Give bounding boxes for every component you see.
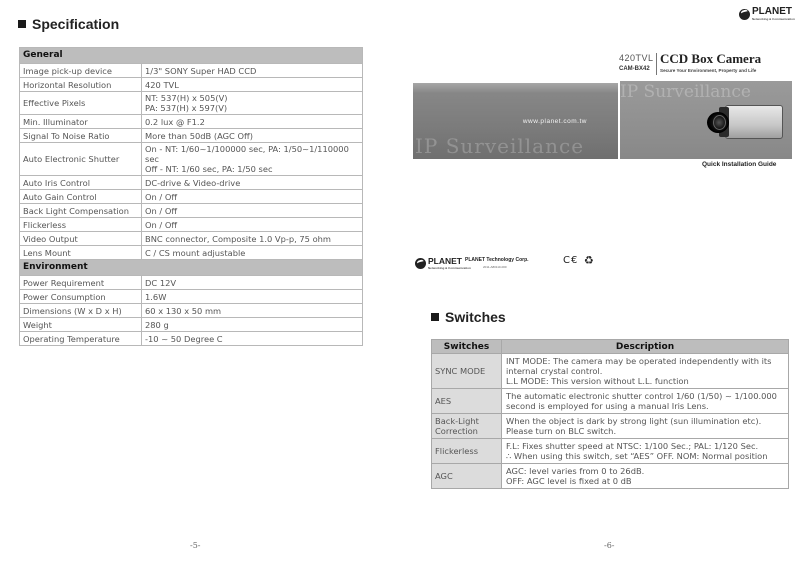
website-url: www.planet.com.tw	[522, 118, 587, 125]
switch-name: AGC	[432, 464, 502, 489]
switch-description	[502, 354, 789, 389]
switch-name: AES	[432, 389, 502, 414]
planet-logo-bottom-tagline: Networking & Communication	[428, 265, 471, 270]
square-bullet-icon	[431, 313, 439, 321]
spec-value-line: On / Off	[145, 219, 178, 230]
spec-label: Auto Gain Control	[20, 190, 142, 204]
spec-value-line: On / Off	[145, 205, 178, 216]
spec-value-line: On - NT: 1/60~1/100000 sec, PA: 1/50~1/110000 sec	[145, 144, 349, 164]
spec-label: Video Output	[20, 232, 142, 246]
table-row	[20, 115, 363, 129]
spec-value	[142, 190, 363, 204]
section-header-row	[20, 48, 363, 64]
spec-value-line: NT: 537(H) x 505(V)	[145, 93, 228, 103]
switch-description-line: ∴ When using this switch, set “AES” OFF. NOM: Normal position	[506, 451, 768, 461]
spec-value	[142, 115, 363, 129]
spec-value-line: On / Off	[145, 191, 178, 202]
specification-table	[19, 47, 363, 346]
switch-description	[502, 464, 789, 489]
switches-table	[431, 339, 789, 489]
banner-watermark-left: IP Surveillance	[415, 134, 585, 158]
switch-description-line: INT MODE: The camera may be operated independently with its internal crystal control.	[506, 356, 772, 376]
spec-value	[142, 78, 363, 92]
spec-value-line: PA: 537(H) x 597(V)	[145, 103, 228, 113]
switch-name: Flickerless	[432, 439, 502, 464]
switches-heading-text: Switches	[445, 309, 506, 325]
recycle-icon: ♻	[584, 254, 594, 267]
spec-label: Operating Temperature	[20, 332, 142, 346]
spec-label: Dimensions (W x D x H)	[20, 304, 142, 318]
specification-heading-text: Specification	[32, 16, 120, 32]
spec-value	[142, 304, 363, 318]
ce-mark-icon: C€	[563, 255, 579, 266]
camera-body	[725, 105, 783, 139]
page-number-right: -6-	[604, 541, 615, 550]
table-row	[20, 304, 363, 318]
planet-globe-icon	[739, 9, 750, 20]
spec-value	[142, 218, 363, 232]
table-row	[20, 204, 363, 218]
spec-value	[142, 64, 363, 78]
spec-value	[142, 92, 363, 115]
spec-value-line: 1/3" SONY Super HAD CCD	[145, 65, 257, 76]
spec-value-line: 420 TVL	[145, 79, 179, 90]
spec-label: Auto Iris Control	[20, 176, 142, 190]
spec-label: Horizontal Resolution	[20, 78, 142, 92]
spec-label: Back Light Compensation	[20, 204, 142, 218]
spec-value-line: 1.6W	[145, 291, 167, 302]
camera-image	[707, 103, 785, 145]
switches-table-header	[432, 340, 789, 354]
spec-label: Lens Mount	[20, 246, 142, 260]
spec-value-line: 280 g	[145, 319, 169, 330]
switch-description-line: F.L: Fixes shutter speed at NTSC: 1/100 Sec.; PAL: 1/120 Sec.	[506, 441, 759, 451]
square-bullet-icon	[18, 20, 26, 28]
table-row	[432, 439, 789, 464]
spec-label: Weight	[20, 318, 142, 332]
spec-label: Signal To Noise Ratio	[20, 129, 142, 143]
model-resolution: 420TVL	[619, 53, 654, 63]
spec-value-line: 0.2 lux @ F1.2	[145, 116, 205, 127]
table-row	[432, 464, 789, 489]
spec-value-line: More than 50dB (AGC Off)	[145, 130, 253, 141]
spec-value-line: 60 x 130 x 50 mm	[145, 305, 222, 316]
model-block	[619, 53, 789, 77]
planet-logo-text: PLANET	[752, 6, 792, 17]
col-description: Description	[502, 340, 789, 354]
col-switches: Switches	[432, 340, 502, 354]
table-row	[20, 143, 363, 176]
spec-value	[142, 246, 363, 260]
planet-logo-bottom	[415, 257, 471, 270]
spec-value-line: C / CS mount adjustable	[145, 247, 246, 258]
table-row	[432, 389, 789, 414]
switch-description	[502, 414, 789, 439]
switch-description-line: L.L MODE: This version without L.L. function	[506, 376, 689, 386]
spec-value	[142, 176, 363, 190]
spec-value-line: Off - NT: 1/60 sec, PA: 1/50 sec	[145, 164, 273, 174]
quick-installation-guide-title: Quick Installation Guide	[702, 161, 777, 168]
spec-label: Auto Electronic Shutter	[20, 143, 142, 176]
section-title: Environment	[20, 260, 363, 276]
spec-value-line: DC-drive & Video-drive	[145, 177, 241, 188]
table-row	[432, 354, 789, 389]
spec-value-line: BNC connector, Composite 1.0 Vp-p, 75 ohm	[145, 233, 332, 244]
spec-value	[142, 290, 363, 304]
section-title: General	[20, 48, 363, 64]
company-name: PLANET Technology Corp.	[465, 257, 529, 263]
banner-highlight	[413, 83, 618, 93]
spec-label: Flickerless	[20, 218, 142, 232]
page-number-left: -5-	[190, 541, 201, 550]
planet-logo	[739, 7, 795, 21]
company-code: 2011-A80110-000	[483, 265, 507, 269]
switch-description-line: OFF: AGC level is fixed at 0 dB	[506, 476, 632, 486]
table-row	[20, 232, 363, 246]
table-row	[20, 190, 363, 204]
camera-lens-ring	[713, 115, 726, 130]
switch-name: SYNC MODE	[432, 354, 502, 389]
model-code: CAM-BX42	[619, 66, 650, 72]
table-row	[20, 176, 363, 190]
specification-heading	[18, 16, 119, 32]
table-row	[20, 290, 363, 304]
spec-label: Power Requirement	[20, 276, 142, 290]
spec-value	[142, 318, 363, 332]
banner-watermark-right: IP Surveillance	[620, 82, 751, 102]
switch-description-line: The automatic electronic shutter control 1/60 (1/50) ~ 1/100.000 second is employed for using a manual Iris Lens.	[506, 391, 777, 411]
switch-description-line: Please turn on BLC switch.	[506, 426, 617, 436]
switch-description-line: When the object is dark by strong light (sun illumination etc).	[506, 416, 762, 426]
spec-label: Min. Illuminator	[20, 115, 142, 129]
table-row	[20, 218, 363, 232]
spec-label: Image pick-up device	[20, 64, 142, 78]
table-row	[20, 64, 363, 78]
spec-value	[142, 276, 363, 290]
section-header-row	[20, 260, 363, 276]
table-row	[20, 246, 363, 260]
table-row	[432, 414, 789, 439]
spec-value	[142, 332, 363, 346]
table-row	[20, 276, 363, 290]
spec-value-line: -10 ~ 50 Degree C	[145, 333, 223, 344]
spec-value	[142, 232, 363, 246]
switches-heading	[431, 309, 506, 325]
switch-name: Back-Light Correction	[432, 414, 502, 439]
spec-value	[142, 129, 363, 143]
spec-label: Power Consumption	[20, 290, 142, 304]
spec-label: Effective Pixels	[20, 92, 142, 115]
switch-description	[502, 439, 789, 464]
spec-value-line: DC 12V	[145, 277, 177, 288]
spec-value	[142, 143, 363, 176]
spec-value	[142, 204, 363, 218]
planet-globe-icon	[415, 258, 426, 269]
model-separator	[656, 53, 657, 75]
switch-description	[502, 389, 789, 414]
table-row	[20, 129, 363, 143]
cover-banner-left	[413, 83, 618, 159]
switch-description-line: AGC: level varies from 0 to 26dB.	[506, 466, 645, 476]
table-row	[20, 92, 363, 115]
planet-logo-tagline: Networking & Communication	[752, 17, 795, 21]
table-row	[20, 318, 363, 332]
product-slogan: Secure Your Environment, Property and Life	[660, 68, 757, 73]
table-row	[20, 332, 363, 346]
planet-logo-bottom-text: PLANET	[428, 256, 462, 266]
table-row	[20, 78, 363, 92]
product-title: CCD Box Camera	[660, 51, 762, 66]
